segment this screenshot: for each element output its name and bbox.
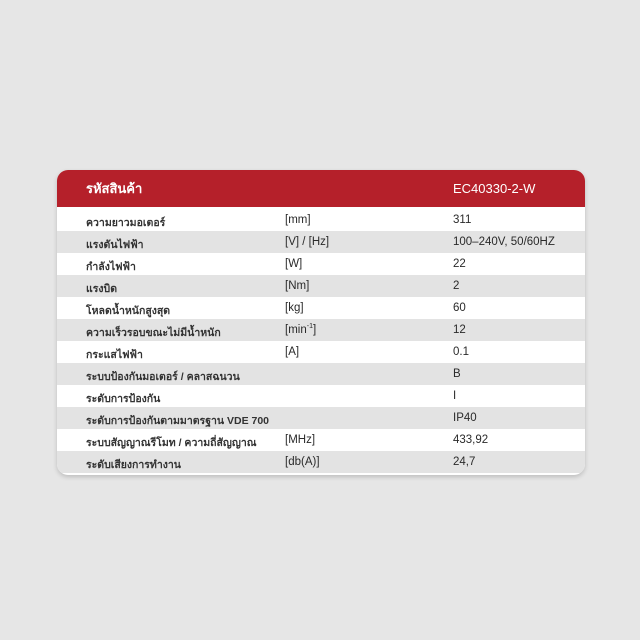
spec-label: ความเร็วรอบขณะไม่มีน้ำหนัก xyxy=(86,327,221,339)
spec-row-current xyxy=(57,341,585,363)
spec-unit: [W] xyxy=(285,258,303,270)
spec-value: B xyxy=(453,368,461,380)
spec-label: ระบบป้องกันมอเตอร์ / คลาสฉนวน xyxy=(86,371,240,383)
spec-table-card xyxy=(57,170,585,475)
spec-label: แรงบิด xyxy=(86,283,118,295)
spec-label: ระดับการป้องกัน xyxy=(86,393,161,405)
spec-unit: [A] xyxy=(285,346,300,358)
spec-value: 433,92 xyxy=(453,434,489,446)
spec-label: ระดับการป้องกันตามมาตรฐาน VDE 700 xyxy=(86,415,270,427)
spec-label: กระแสไฟฟ้า xyxy=(86,349,143,361)
spec-unit: [kg] xyxy=(285,302,304,314)
header-model-code: EC40330-2-W xyxy=(453,181,536,196)
spec-value: 2 xyxy=(453,280,460,292)
spec-label: ระดับเสียงการทำงาน xyxy=(86,459,181,471)
spec-label: ความยาวมอเตอร์ xyxy=(86,217,166,229)
spec-value: 100–240V, 50/60HZ xyxy=(453,236,555,248)
spec-value: 0.1 xyxy=(453,346,469,358)
spec-row-motor-length xyxy=(57,209,585,231)
spec-unit: [db(A)] xyxy=(285,456,320,468)
spec-value: 60 xyxy=(453,302,466,314)
spec-label: โหลดน้ำหนักสูงสุด xyxy=(86,305,171,317)
spec-value: 12 xyxy=(453,324,466,336)
spec-rows xyxy=(57,207,585,473)
spec-unit xyxy=(285,324,316,336)
spec-label: ระบบสัญญาณรีโมท / ความถี่สัญญาณ xyxy=(86,437,257,449)
spec-unit: [V] / [Hz] xyxy=(285,236,330,248)
spec-unit-suffix: ] xyxy=(312,324,317,336)
spec-unit-exponent: -1 xyxy=(306,323,313,330)
spec-table-header xyxy=(57,170,585,207)
spec-value: 22 xyxy=(453,258,466,270)
header-label: รหัสสินค้า xyxy=(86,181,143,196)
spec-row-no-load-speed xyxy=(57,319,585,341)
spec-unit: [MHz] xyxy=(285,434,316,446)
spec-row-max-load xyxy=(57,297,585,319)
spec-unit: [mm] xyxy=(285,214,311,226)
spec-row-insulation-class xyxy=(57,363,585,385)
spec-row-protection-level xyxy=(57,385,585,407)
spec-label: กำลังไฟฟ้า xyxy=(86,261,136,273)
spec-value: IP40 xyxy=(453,412,477,424)
spec-value: 24,7 xyxy=(453,456,476,468)
spec-row-power xyxy=(57,253,585,275)
spec-row-vde-protection xyxy=(57,407,585,429)
spec-row-remote-frequency xyxy=(57,429,585,451)
spec-row-voltage xyxy=(57,231,585,253)
spec-row-noise-level xyxy=(57,451,585,473)
spec-unit: [Nm] xyxy=(285,280,310,292)
spec-value: 311 xyxy=(453,214,472,226)
spec-value: I xyxy=(453,390,457,402)
spec-label: แรงดันไฟฟ้า xyxy=(86,239,144,251)
spec-row-torque xyxy=(57,275,585,297)
spec-unit-prefix: [min xyxy=(285,324,307,336)
